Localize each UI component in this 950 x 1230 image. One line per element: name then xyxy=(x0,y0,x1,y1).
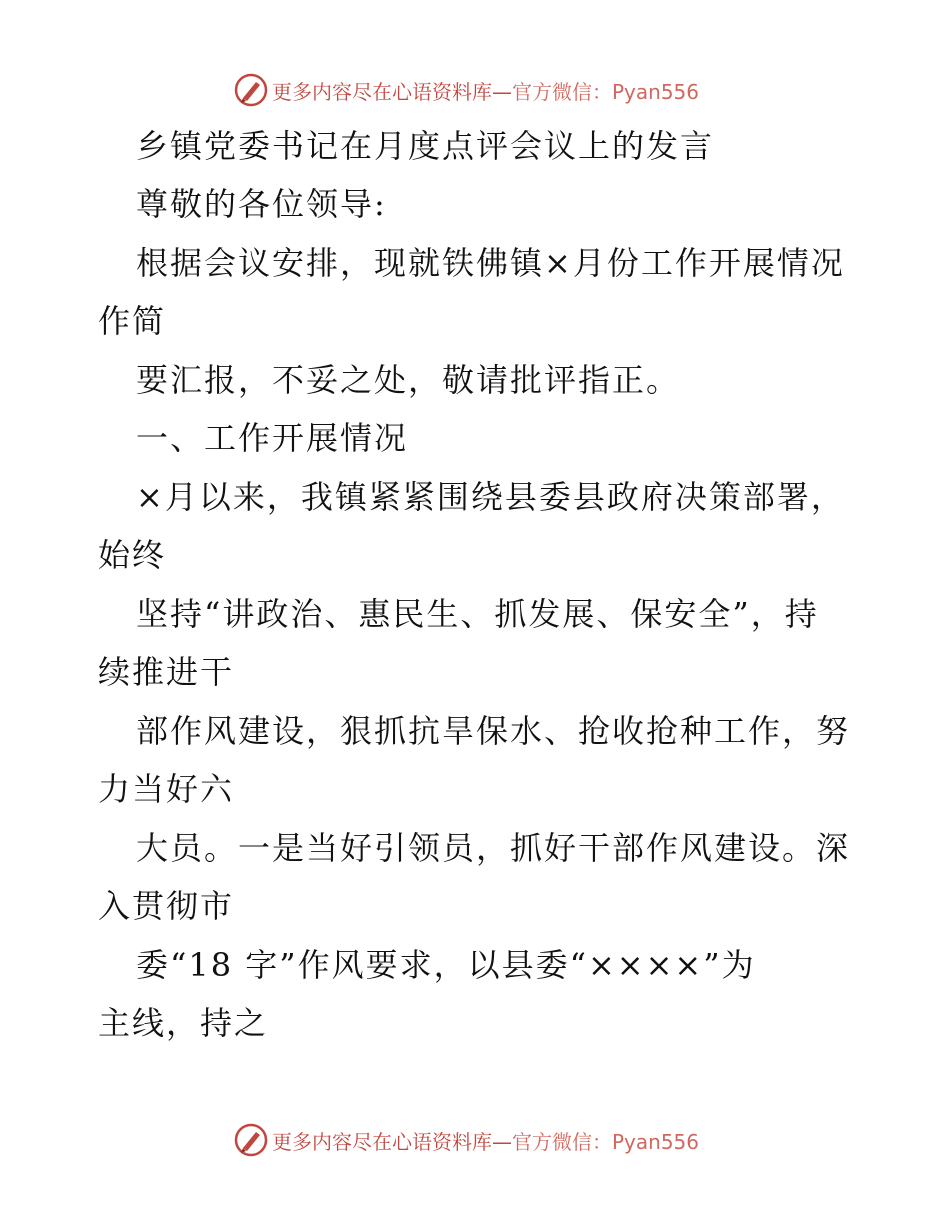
pen-logo-icon xyxy=(234,1123,268,1157)
banner-wechat-id: Pyan556 xyxy=(612,1129,700,1154)
paragraph-line: 部作风建设，狠抓抗旱保水、抢收抢种工作，努 xyxy=(136,712,851,750)
paragraph-line: 根据会议安排，现就铁佛镇×月份工作开展情况 xyxy=(136,244,845,282)
banner-main-text: 更多内容尽在心语资料库 xyxy=(272,1129,492,1154)
paragraph-line: 力当好六 xyxy=(98,770,235,808)
paragraph-line: 始终 xyxy=(98,536,167,574)
paragraph-line: 续推进干 xyxy=(98,653,235,691)
paragraph-line: ×月以来，我镇紧紧围绕县委县政府决策部署， xyxy=(136,478,845,516)
banner-separator: — xyxy=(492,1129,512,1154)
paragraph-line: 要汇报，不妥之处，敬请批评指正。 xyxy=(136,361,681,399)
paragraph-line: 大员。一是当好引领员，抓好干部作风建设。深 xyxy=(136,829,851,867)
banner-separator: — xyxy=(492,79,512,104)
banner-wechat-label: 官方微信： xyxy=(512,79,612,104)
paragraph-line: 入贯彻市 xyxy=(98,887,235,925)
banner-wechat-label: 官方微信： xyxy=(512,1129,612,1154)
paragraph-line: 作简 xyxy=(98,302,167,340)
banner-wechat-id: Pyan556 xyxy=(612,79,700,104)
document-title: 乡镇党委书记在月度点评会议上的发言 xyxy=(136,127,715,165)
banner-main-text: 更多内容尽在心语资料库 xyxy=(272,79,492,104)
section-heading: 一、工作开展情况 xyxy=(136,419,409,457)
paragraph-line: 坚持“讲政治、惠民生、抓发展、保安全”，持 xyxy=(136,595,819,633)
paragraph-line: 主线，持之 xyxy=(98,1004,269,1042)
paragraph-line: 委“18 字”作风要求，以县委“××××”为 xyxy=(136,946,756,984)
banner-text xyxy=(272,1126,699,1155)
footer-watermark-banner xyxy=(234,1122,699,1158)
salutation: 尊敬的各位领导: xyxy=(136,185,387,223)
